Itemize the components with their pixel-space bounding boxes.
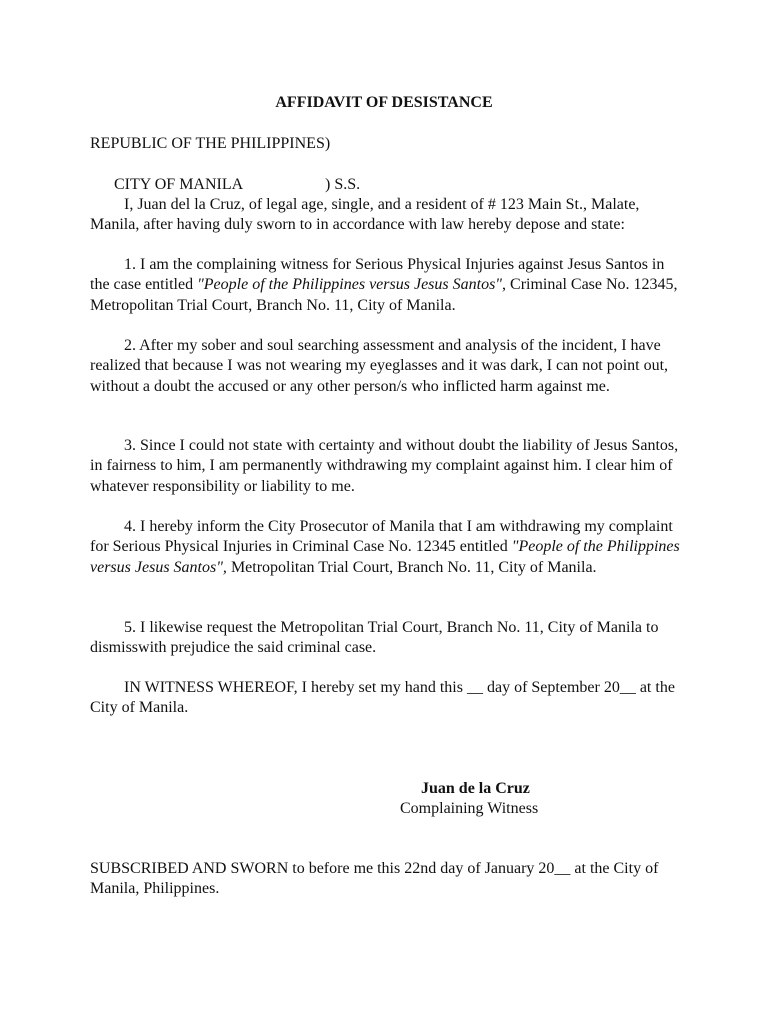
paragraph-1-text: 1. I am the complaining witness for Serious Physical Injuries against Jesus Santos in the case entitled xyxy=(90,256,665,294)
signature-block xyxy=(400,779,700,820)
paragraph-4-text: 4. I hereby inform the City Prosecutor of Manila that I am withdrawing my complaint for Serious Physical Injuries in Criminal Case No. 12345 entitled xyxy=(90,518,673,556)
paragraph-1-text-end: , Criminal Case No. 12345, Metropolitan Trial Court, Branch No. 11, City of Manila. xyxy=(90,276,678,314)
paragraph-5: 5. I likewise request the Metropolitan Trial Court, Branch No. 11, City of Manila to dismisswith prejudice the said criminal case. xyxy=(90,619,659,657)
venue-ss: ) S.S. xyxy=(325,175,361,193)
venue-city: CITY OF MANILA xyxy=(114,175,244,193)
document-title: AFFIDAVIT OF DESISTANCE xyxy=(275,94,493,111)
paragraph-3: 3. Since I could not state with certainty and without doubt the liability of Jesus Santos, in fairness to him, I am permanently withdrawing my complaint against him. I clear him of whatever responsibility or liability to me. xyxy=(90,437,679,495)
intro-paragraph: I, Juan del la Cruz, of legal age, single, and a resident of # 123 Main St., Malate, Manila, after having duly sworn to in accordance with law hereby depose and state: xyxy=(90,196,640,234)
witness-clause: IN WITNESS WHEREOF, I hereby set my hand this __ day of September 20__ at the City of Manila. xyxy=(90,679,675,717)
paragraph-1 xyxy=(90,255,680,316)
signatory-role: Complaining Witness xyxy=(400,800,539,818)
venue-country: REPUBLIC OF THE PHILIPPINES) xyxy=(90,135,331,152)
jurat: SUBSCRIBED AND SWORN to before me this 22nd day of January 20__ at the City of Manila, Philippines. xyxy=(90,860,659,898)
paragraph-1-case-title: "People of the Philippines versus Jesus Santos" xyxy=(197,276,503,294)
paragraph-4 xyxy=(90,517,680,578)
paragraph-4-text-end: Metropolitan Trial Court, Branch No. 11, City of Manila. xyxy=(226,558,597,576)
signatory-name: Juan de la Cruz xyxy=(421,780,530,797)
paragraph-2: 2. After my sober and soul searching assessment and analysis of the incident, I have realized that because I was not wearing my eyeglasses and it was dark, I can not point out, without a doubt the accused or any other person/s who inflicted harm against me. xyxy=(90,337,669,395)
paragraph-4-case-title: "People of the Philippines versus Jesus Santos", xyxy=(90,538,680,576)
